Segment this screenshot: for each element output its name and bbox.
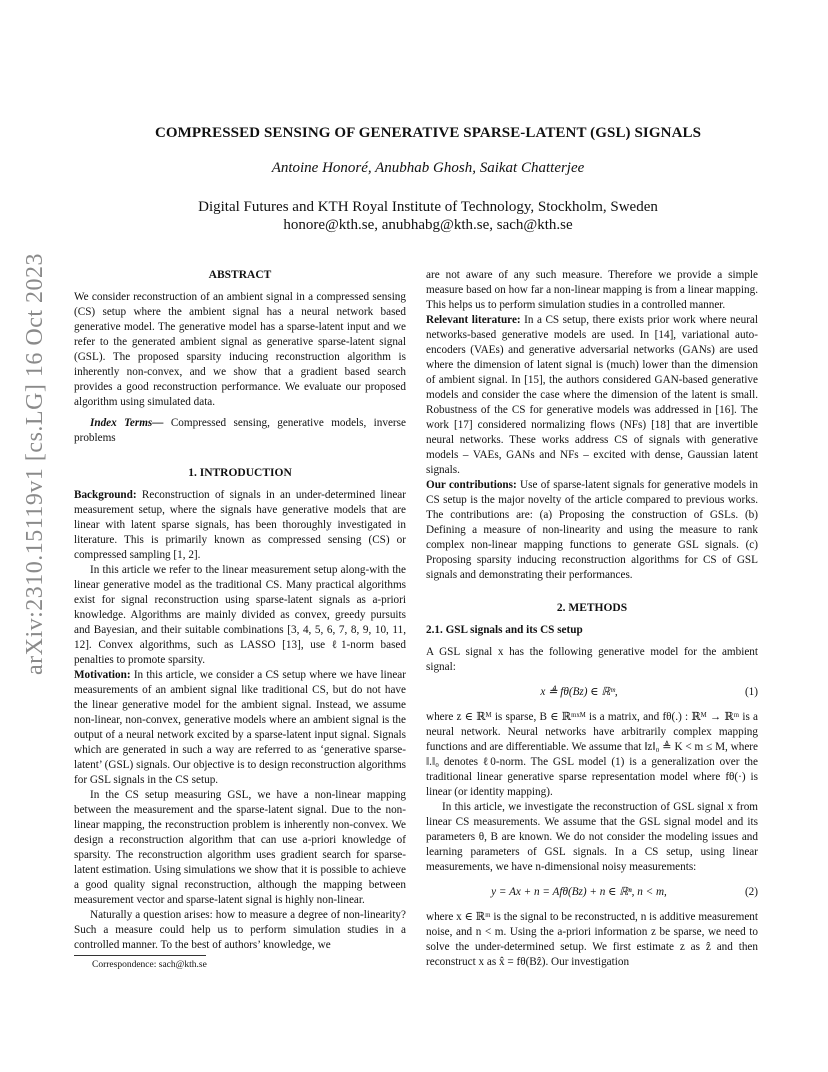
index-terms-label: Index Terms—: [90, 417, 164, 429]
equation-1: [426, 685, 758, 700]
contributions-text: Use of sparse-latent signals for generative models in CS setup is the major novelty of the article compared to previous works. The contributions are: (a) Proposing the construction of GSLs. (b) Defining a measure of non-linearity and using the measure to rank complex non-linear mapping functions to generate GSL signals. (c) Proposing sparsity inducing reconstruction algorithms for CS of GSL signals and demonstrating their performances.: [426, 479, 758, 581]
affiliation-emails: honore@kth.se, anubhabg@kth.se, sach@kth.se: [283, 217, 573, 233]
relevant-literature-label: Relevant literature:: [426, 314, 521, 326]
background-text: Reconstruction of signals in an under-determined linear measurement setup, where the signals have generative models that are linear with latent sparse signals, has been thoroughly investigated in literature. This is primarily known as compressed sensing (CS) or compressed sampling [1, 2].: [74, 489, 406, 561]
footnote-rule: [74, 955, 206, 956]
abstract-heading: ABSTRACT: [208, 269, 272, 281]
methods-paragraph-1: A GSL signal x has the following generative model for the ambient signal:: [426, 646, 758, 673]
paper-title: COMPRESSED SENSING OF GENERATIVE SPARSE-LATENT (GSL) SIGNALS: [154, 125, 702, 141]
index-terms-text: Compressed sensing, generative models, inverse problems: [74, 417, 406, 444]
equation-2-body: y = Ax + n = Afθ(Bz) + n ∈ ℝⁿ, n < m,: [491, 886, 667, 898]
affiliation: [74, 198, 782, 234]
background-label: Background:: [74, 489, 137, 501]
subsection-heading: 2.1. GSL signals and its CS setup: [426, 624, 583, 636]
intro-paragraph-2: In this article we refer to the linear measurement setup along-with the linear generative model as the traditional CS. Many practical algorithms exist for signal reconstruction using sparse-latent signals as a-priori knowledge. Algorithms are mainly divided as convex, greedy pursuits and Bayesian, and their suitable combinations [3, 4, 5, 6, 7, 8, 9, 10, 11, 12]. Convex algorithms, such as LASSO [13], use ℓ1-norm based penalties to promote sparsity.: [74, 564, 406, 666]
equation-2: [426, 885, 758, 900]
contributions-label: Our contributions:: [426, 479, 517, 491]
methods-heading: 2. METHODS: [556, 602, 628, 614]
introduction-heading: 1. INTRODUCTION: [188, 467, 292, 479]
paper-authors: Antoine Honoré, Anubhab Ghosh, Saikat Chatterjee: [271, 160, 585, 176]
motivation-text: In this article, we consider a CS setup where we have linear measurements of an ambient signal like traditional CS, but do not have the linear generative model for the ambient signal. Instead, we assume non-linear, non-convex, generative models where an ambient signal is the output of a neural network excited by a sparse-latent input signal. Signals which are generated in such a way are referred to as ‘generative sparse-latent’ (GSL) signals. Our objective is to design reconstruction algorithms for GSL signals in the CS setup.: [74, 669, 406, 786]
contributions: [426, 478, 758, 583]
relevant-literature: [426, 313, 758, 478]
intro-motivation: [74, 668, 406, 788]
intro-paragraph-5: Naturally a question arises: how to measure a degree of non-linearity? Such a measure could help us to perform simulation studies in a controlled manner. To the best of authors’ knowledge, we: [74, 909, 406, 951]
equation-1-number: (1): [744, 686, 758, 698]
right-column: [426, 268, 758, 970]
intro-paragraph-4: In the CS setup measuring GSL, we have a non-linear mapping between the measurement and the sparse-latent signal. Due to the non-linear mapping, the reconstruction problem is inherently non-convex. We design a reconstruction algorithm that can use a-priori knowledge of sparsity. The reconstruction algorithm uses gradient search for sparse-latent estimation. Using simulations we show that it is possible to achieve a good quality signal reconstruction, although the mapping between measurement vector and sparse-latent signal is highly non-linear.: [74, 789, 406, 906]
index-terms: [74, 416, 406, 446]
right-paragraph-1: are not aware of any such measure. Therefore we provide a simple measure based on how far a non-linear mapping is from a linear mapping. This helps us to perform simulation studies in a controlled manner.: [426, 269, 758, 311]
intro-background: [74, 488, 406, 563]
motivation-label: Motivation:: [74, 669, 131, 681]
left-column: [74, 268, 406, 953]
arxiv-stamp: arXiv:2310.15119v1 [cs.LG] 16 Oct 2023: [22, 252, 48, 675]
methods-paragraph-2: where z ∈ ℝᴹ is sparse, B ∈ ℝᵐˣᴹ is a matrix, and fθ(.) : ℝᴹ → ℝᵐ is a neural network. Neural networks have arbitrarily complex mapping functions and are differentiable. We assume that ‖z‖₀ ≜ K < m ≤ M, where ‖.‖₀ denotes ℓ0-norm. The GSL model (1) is a generalization over the traditional linear generative sparse representation model where fθ(·) is linear (or identity mapping).: [426, 711, 758, 798]
methods-paragraph-4: where x ∈ ℝᵐ is the signal to be reconstructed, n is additive measurement noise, and n < m. Using the a-priori information z be sparse, we need to solve the under-determined setup. We first estimate z as ẑ and then reconstruct x as x̂ = fθ(Bẑ). Our investigation: [426, 911, 758, 968]
relevant-literature-text: In a CS setup, there exists prior work where neural networks-based generative models are used. In [14], variational auto-encoders (VAEs) and generative adversarial networks (GANs) are used where the dimension of latent signal is (much) lower than the dimension of ambient signal. In [15], the authors considered GAN-based generative models and consider the case where the dimension of the latent is small. Robustness of the CS for generative models was addressed in [16]. The work [17] considered normalizing flows (NFs) [18] that are invertible neural networks. These works address CS of signals with generative models – VAEs, GANs and NFs – excited with dense, Gaussian latent signals.: [426, 314, 758, 476]
footnote-text: Correspondence: sach@kth.se: [92, 960, 207, 970]
equation-1-body: x ≜ fθ(Bz) ∈ ℝᵐ,: [540, 686, 618, 698]
equation-2-number: (2): [744, 886, 758, 898]
affiliation-institution: Digital Futures and KTH Royal Institute of Technology, Stockholm, Sweden: [198, 199, 658, 215]
abstract-text: We consider reconstruction of an ambient signal in a compressed sensing (CS) setup where the ambient signal has a neural network based generative model. The generative model has a sparse-latent input and we refer to the generated ambient signal as generative sparse-latent signal (GSL). The proposed sparsity inducing reconstruction algorithm is inherently non-convex, and we show that a gradient based search provides a good reconstruction performance. We evaluate our proposed algorithm using simulated data.: [74, 291, 406, 408]
footnote: [74, 955, 406, 970]
methods-paragraph-3: In this article, we investigate the reconstruction of GSL signal x from linear CS measurements. We assume that the GSL signal model and its parameters θ, B are known. We do not consider the modeling issues and learning parameters of GSL signals. In a CS setup, using linear measurements, we have n-dimensional noisy measurements:: [426, 801, 758, 873]
